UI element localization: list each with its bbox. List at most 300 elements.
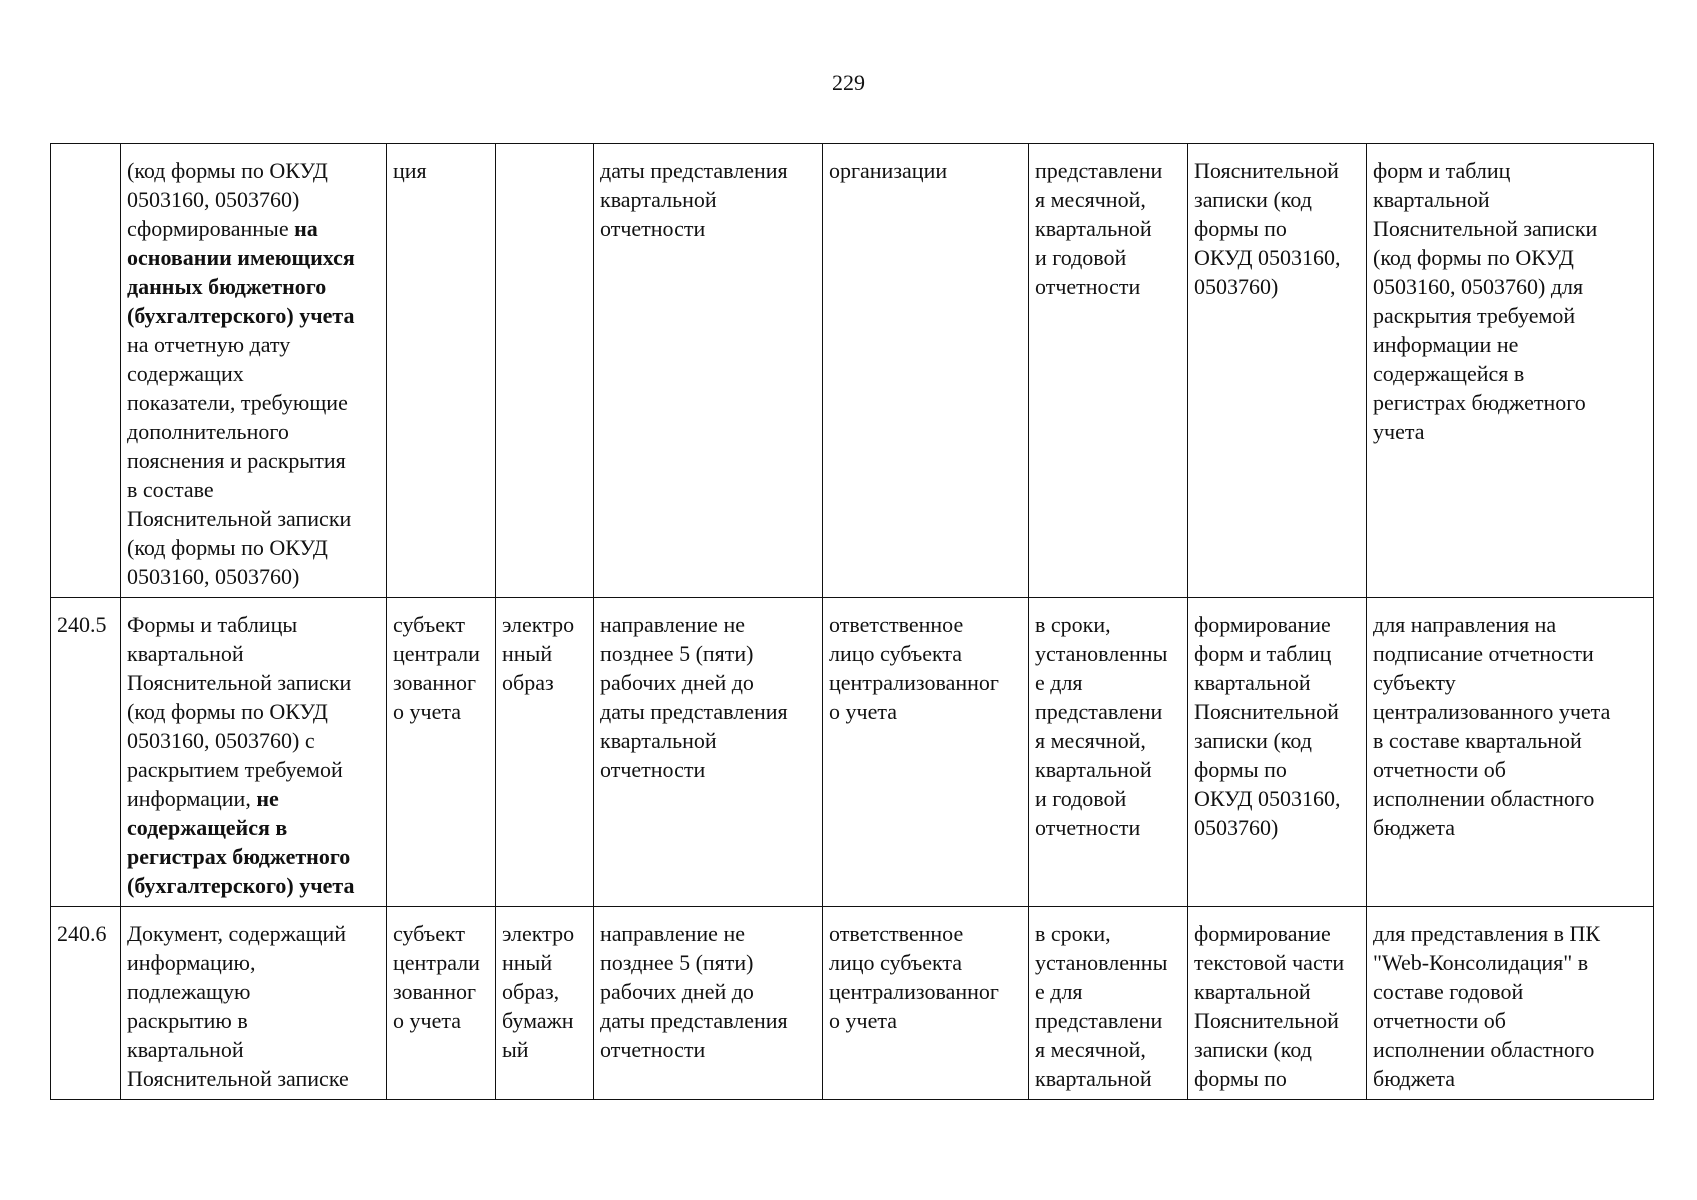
page-number: 229 bbox=[832, 70, 865, 95]
cell-line bbox=[1194, 185, 1362, 214]
cell-line bbox=[1035, 1006, 1183, 1035]
cell-line bbox=[127, 243, 382, 272]
text: о учета bbox=[829, 1008, 897, 1033]
cell-line bbox=[127, 697, 382, 726]
text: о учета bbox=[393, 1008, 461, 1033]
bold-text: содержащейся в bbox=[127, 815, 288, 840]
cell-line bbox=[127, 610, 382, 639]
table-row bbox=[51, 598, 1654, 907]
responsible-party-cell bbox=[387, 907, 496, 1100]
text: лицо субъекта bbox=[829, 950, 963, 975]
text: ответственное bbox=[829, 612, 964, 637]
cell-line bbox=[600, 214, 818, 243]
cell-line bbox=[1035, 784, 1183, 813]
cell-line bbox=[127, 301, 382, 330]
text: содержащейся в bbox=[1373, 361, 1525, 386]
cell-line bbox=[1194, 948, 1362, 977]
text: в сроки, bbox=[1035, 612, 1111, 637]
cell-line bbox=[127, 919, 382, 948]
cell-line bbox=[1194, 755, 1362, 784]
text: составе годовой bbox=[1373, 979, 1524, 1004]
deadline-cell bbox=[594, 598, 823, 907]
cell-line bbox=[1194, 1006, 1362, 1035]
format-cell bbox=[496, 598, 594, 907]
text: отчетности об bbox=[1373, 757, 1506, 782]
cell-line bbox=[1035, 1064, 1183, 1093]
cell-line bbox=[1035, 755, 1183, 784]
cell-line bbox=[829, 639, 1024, 668]
cell-line bbox=[600, 668, 818, 697]
cell-line bbox=[502, 977, 589, 1006]
period-cell bbox=[1029, 598, 1188, 907]
cell-line bbox=[829, 948, 1024, 977]
cell-line bbox=[600, 919, 818, 948]
text: 0503760) bbox=[1194, 274, 1279, 299]
text: представлени bbox=[1035, 1008, 1163, 1033]
text: направление не bbox=[600, 921, 745, 946]
text: раскрытия требуемой bbox=[1373, 303, 1576, 328]
cell-line bbox=[393, 919, 491, 948]
cell-line bbox=[600, 755, 818, 784]
text: формирование bbox=[1194, 612, 1331, 637]
cell-line bbox=[1035, 813, 1183, 842]
text: я месячной, bbox=[1035, 187, 1146, 212]
cell-line bbox=[1035, 726, 1183, 755]
text: подписание отчетности bbox=[1373, 641, 1594, 666]
bold-text: регистрах бюджетного bbox=[127, 844, 351, 869]
document-name-cell bbox=[121, 598, 387, 907]
text: о учета bbox=[393, 699, 461, 724]
text: образ, bbox=[502, 979, 560, 1004]
text: квартальной bbox=[1035, 757, 1152, 782]
cell-line bbox=[1373, 156, 1649, 185]
text: квартальной bbox=[1194, 979, 1311, 1004]
cell-line bbox=[1373, 755, 1649, 784]
cell-line bbox=[127, 562, 382, 591]
row-number: 240.5 bbox=[51, 598, 121, 907]
text: Пояснительной записке bbox=[127, 1066, 349, 1091]
text: (код формы по ОКУД bbox=[1373, 245, 1574, 270]
cell-line bbox=[127, 185, 382, 214]
text: я месячной, bbox=[1035, 1037, 1146, 1062]
cell-line bbox=[1373, 813, 1649, 842]
period-cell bbox=[1029, 144, 1188, 598]
row-number: 240.6 bbox=[51, 907, 121, 1100]
text: подлежащую bbox=[127, 979, 251, 1004]
cell-line bbox=[1035, 214, 1183, 243]
text: Пояснительной записки bbox=[1373, 216, 1598, 241]
text: (код формы по ОКУД bbox=[127, 535, 328, 560]
text: Пояснительной записки bbox=[127, 670, 352, 695]
text: раскрытию в bbox=[127, 1008, 248, 1033]
text: содержащих bbox=[127, 361, 244, 386]
cell-line bbox=[600, 1006, 818, 1035]
cell-line bbox=[1194, 919, 1362, 948]
cell-line bbox=[1373, 726, 1649, 755]
cell-line bbox=[1373, 359, 1649, 388]
cell-line bbox=[1373, 272, 1649, 301]
cell-line bbox=[600, 156, 818, 185]
text: 0503160, 0503760) bbox=[127, 564, 300, 589]
text: исполнении областного bbox=[1373, 786, 1595, 811]
text: (код формы по ОКУД bbox=[127, 158, 328, 183]
text: нный bbox=[502, 641, 553, 666]
text: ОКУД 0503160, bbox=[1194, 245, 1341, 270]
cell-line bbox=[127, 272, 382, 301]
text: представлени bbox=[1035, 699, 1163, 724]
text: образ bbox=[502, 670, 554, 695]
cell-line bbox=[829, 919, 1024, 948]
deadline-cell bbox=[594, 907, 823, 1100]
text: Формы и таблицы bbox=[127, 612, 298, 637]
cell-line bbox=[1194, 784, 1362, 813]
cell-line bbox=[393, 639, 491, 668]
text: рабочих дней до bbox=[600, 979, 754, 1004]
cell-line bbox=[600, 639, 818, 668]
cell-line bbox=[600, 726, 818, 755]
text: 0503760) bbox=[1194, 815, 1279, 840]
cell-line bbox=[127, 1006, 382, 1035]
text: ответственное bbox=[829, 921, 964, 946]
cell-line bbox=[127, 784, 382, 813]
text: и годовой bbox=[1035, 245, 1127, 270]
cell-line bbox=[127, 330, 382, 359]
text: исполнении областного bbox=[1373, 1037, 1595, 1062]
cell-line bbox=[1194, 697, 1362, 726]
responsible-party-cell bbox=[387, 144, 496, 598]
cell-line bbox=[1373, 948, 1649, 977]
text: организации bbox=[829, 158, 948, 183]
cell-line bbox=[127, 156, 382, 185]
text: ый bbox=[502, 1037, 529, 1062]
table-row bbox=[51, 907, 1654, 1100]
cell-line bbox=[1194, 639, 1362, 668]
text: бюджета bbox=[1373, 1066, 1456, 1091]
cell-line bbox=[127, 1035, 382, 1064]
text: Документ, содержащий bbox=[127, 921, 347, 946]
format-cell bbox=[496, 144, 594, 598]
cell-line bbox=[829, 977, 1024, 1006]
text: формы по bbox=[1194, 757, 1287, 782]
cell-line bbox=[1035, 243, 1183, 272]
deadline-cell bbox=[594, 144, 823, 598]
text: форм и таблиц bbox=[1373, 158, 1511, 183]
text: отчетности bbox=[600, 216, 706, 241]
text: и годовой bbox=[1035, 786, 1127, 811]
cell-line bbox=[1373, 697, 1649, 726]
cell-line bbox=[600, 697, 818, 726]
cell-line bbox=[393, 668, 491, 697]
text: бумажн bbox=[502, 1008, 574, 1033]
text: направление не bbox=[600, 612, 745, 637]
cell-line bbox=[1035, 272, 1183, 301]
text: Пояснительной записки bbox=[127, 506, 352, 531]
responsible-person-cell bbox=[823, 144, 1029, 598]
text: пояснения и раскрытия bbox=[127, 448, 346, 473]
table-row bbox=[51, 144, 1654, 598]
cell-line bbox=[393, 156, 491, 185]
document-name-cell bbox=[121, 907, 387, 1100]
cell-line bbox=[127, 417, 382, 446]
cell-line bbox=[1373, 185, 1649, 214]
text: в составе bbox=[127, 477, 214, 502]
text: субъекту bbox=[1373, 670, 1456, 695]
cell-line bbox=[1194, 610, 1362, 639]
cell-line bbox=[127, 813, 382, 842]
cell-line bbox=[1373, 417, 1649, 446]
text: (код формы по ОКУД bbox=[127, 699, 328, 724]
cell-line bbox=[127, 639, 382, 668]
cell-line bbox=[127, 948, 382, 977]
text: рабочих дней до bbox=[600, 670, 754, 695]
bold-text: на bbox=[294, 216, 318, 241]
cell-line bbox=[1194, 668, 1362, 697]
text: централи bbox=[393, 950, 480, 975]
cell-line bbox=[502, 1006, 589, 1035]
format-cell bbox=[496, 907, 594, 1100]
text: отчетности bbox=[600, 1037, 706, 1062]
text: субъект bbox=[393, 921, 465, 946]
text: квартальной bbox=[1194, 670, 1311, 695]
cell-line bbox=[1373, 919, 1649, 948]
text: Пояснительной bbox=[1194, 699, 1339, 724]
text: информации, bbox=[127, 786, 257, 811]
text: квартальной bbox=[600, 728, 717, 753]
cell-line bbox=[502, 948, 589, 977]
text: установленны bbox=[1035, 950, 1168, 975]
text: для направления на bbox=[1373, 612, 1557, 637]
text: даты представления bbox=[600, 158, 788, 183]
cell-line bbox=[393, 977, 491, 1006]
cell-line bbox=[1373, 668, 1649, 697]
cell-line bbox=[1035, 697, 1183, 726]
cell-line bbox=[1194, 977, 1362, 1006]
text: ция bbox=[393, 158, 427, 183]
cell-line bbox=[829, 1006, 1024, 1035]
cell-line bbox=[1373, 301, 1649, 330]
text: записки (код bbox=[1194, 1037, 1312, 1062]
text: субъект bbox=[393, 612, 465, 637]
responsible-person-cell bbox=[823, 907, 1029, 1100]
cell-line bbox=[127, 533, 382, 562]
text: Пояснительной bbox=[1194, 1008, 1339, 1033]
text: я месячной, bbox=[1035, 728, 1146, 753]
text: для представления в ПК bbox=[1373, 921, 1601, 946]
cell-line bbox=[1373, 784, 1649, 813]
purpose-cell bbox=[1367, 907, 1654, 1100]
cell-line bbox=[393, 610, 491, 639]
cell-line bbox=[502, 610, 589, 639]
text: регистрах бюджетного bbox=[1373, 390, 1586, 415]
cell-line bbox=[1194, 243, 1362, 272]
text: информации не bbox=[1373, 332, 1519, 357]
cell-line bbox=[1373, 330, 1649, 359]
text: зованног bbox=[393, 670, 476, 695]
document-table bbox=[50, 143, 1654, 1100]
bold-text: не bbox=[256, 786, 279, 811]
text: раскрытием требуемой bbox=[127, 757, 343, 782]
text: отчетности bbox=[600, 757, 706, 782]
cell-line bbox=[393, 697, 491, 726]
text: текстовой части bbox=[1194, 950, 1345, 975]
cell-line bbox=[127, 446, 382, 475]
cell-line bbox=[127, 977, 382, 1006]
cell-line bbox=[502, 1035, 589, 1064]
text: отчетности bbox=[1035, 815, 1141, 840]
cell-line bbox=[1194, 214, 1362, 243]
cell-line bbox=[600, 610, 818, 639]
cell-line bbox=[1194, 1035, 1362, 1064]
text: формирование bbox=[1194, 921, 1331, 946]
text: сформированные bbox=[127, 216, 295, 241]
text: лицо субъекта bbox=[829, 641, 963, 666]
cell-line bbox=[393, 1006, 491, 1035]
cell-line bbox=[829, 610, 1024, 639]
cell-line bbox=[1035, 185, 1183, 214]
text: ОКУД 0503160, bbox=[1194, 786, 1341, 811]
cell-line bbox=[127, 475, 382, 504]
cell-line bbox=[1373, 639, 1649, 668]
cell-line bbox=[1194, 272, 1362, 301]
text: электро bbox=[502, 921, 575, 946]
cell-line bbox=[1373, 214, 1649, 243]
cell-line bbox=[127, 214, 382, 243]
text: централизованног bbox=[829, 670, 999, 695]
bold-text: данных бюджетного bbox=[127, 274, 327, 299]
cell-line bbox=[1373, 977, 1649, 1006]
text: даты представления bbox=[600, 699, 788, 724]
text: квартальной bbox=[127, 641, 244, 666]
text: записки (код bbox=[1194, 187, 1312, 212]
cell-line bbox=[502, 919, 589, 948]
text: 0503160, 0503760) bbox=[127, 187, 300, 212]
text: учета bbox=[1373, 419, 1425, 444]
text: зованног bbox=[393, 979, 476, 1004]
text: даты представления bbox=[600, 1008, 788, 1033]
text: "Web-Консолидация" в bbox=[1373, 950, 1589, 975]
cell-line bbox=[127, 388, 382, 417]
text: 0503160, 0503760) для bbox=[1373, 274, 1584, 299]
purpose-cell bbox=[1367, 144, 1654, 598]
responsible-person-cell bbox=[823, 598, 1029, 907]
text: е для bbox=[1035, 670, 1083, 695]
row-number bbox=[51, 144, 121, 598]
cell-line bbox=[127, 504, 382, 533]
cell-line bbox=[127, 668, 382, 697]
text: позднее 5 (пяти) bbox=[600, 641, 754, 666]
cell-line bbox=[1035, 919, 1183, 948]
cell-line bbox=[600, 185, 818, 214]
text: показатели, требующие bbox=[127, 390, 348, 415]
cell-line bbox=[1194, 156, 1362, 185]
cell-line bbox=[1035, 156, 1183, 185]
text: о учета bbox=[829, 699, 897, 724]
text: информацию, bbox=[127, 950, 256, 975]
text: записки (код bbox=[1194, 728, 1312, 753]
action-cell bbox=[1188, 144, 1367, 598]
cell-line bbox=[1035, 639, 1183, 668]
text: квартальной bbox=[1373, 187, 1490, 212]
text: квартальной bbox=[1035, 216, 1152, 241]
cell-line bbox=[1373, 1006, 1649, 1035]
purpose-cell bbox=[1367, 598, 1654, 907]
text: электро bbox=[502, 612, 575, 637]
cell-line bbox=[127, 755, 382, 784]
text: квартальной bbox=[1035, 1066, 1152, 1091]
text: 0503160, 0503760) с bbox=[127, 728, 315, 753]
text: централи bbox=[393, 641, 480, 666]
cell-line bbox=[502, 639, 589, 668]
text: в сроки, bbox=[1035, 921, 1111, 946]
cell-line bbox=[127, 1064, 382, 1093]
text: нный bbox=[502, 950, 553, 975]
text: квартальной bbox=[600, 187, 717, 212]
cell-line bbox=[1373, 243, 1649, 272]
cell-line bbox=[829, 697, 1024, 726]
cell-line bbox=[1373, 1035, 1649, 1064]
text: бюджета bbox=[1373, 815, 1456, 840]
text: централизованног bbox=[829, 979, 999, 1004]
bold-text: основании имеющихся bbox=[127, 245, 355, 270]
bold-text: (бухгалтерского) учета bbox=[127, 873, 355, 898]
bold-text: (бухгалтерского) учета bbox=[127, 303, 355, 328]
text: на отчетную дату bbox=[127, 332, 291, 357]
text: форм и таблиц bbox=[1194, 641, 1332, 666]
text: отчетности bbox=[1035, 274, 1141, 299]
text: формы по bbox=[1194, 1066, 1287, 1091]
cell-line bbox=[127, 359, 382, 388]
cell-line bbox=[1035, 948, 1183, 977]
cell-line bbox=[502, 668, 589, 697]
cell-line bbox=[1373, 388, 1649, 417]
cell-line bbox=[1035, 1035, 1183, 1064]
cell-line bbox=[829, 156, 1024, 185]
text: отчетности об bbox=[1373, 1008, 1506, 1033]
text: в составе квартальной bbox=[1373, 728, 1582, 753]
text: представлени bbox=[1035, 158, 1163, 183]
cell-line bbox=[127, 842, 382, 871]
action-cell bbox=[1188, 598, 1367, 907]
cell-line bbox=[127, 871, 382, 900]
cell-line bbox=[829, 668, 1024, 697]
document-name-cell bbox=[121, 144, 387, 598]
text: позднее 5 (пяти) bbox=[600, 950, 754, 975]
cell-line bbox=[1194, 813, 1362, 842]
text: квартальной bbox=[127, 1037, 244, 1062]
cell-line bbox=[393, 948, 491, 977]
text: дополнительного bbox=[127, 419, 289, 444]
action-cell bbox=[1188, 907, 1367, 1100]
cell-line bbox=[1373, 1064, 1649, 1093]
text: установленны bbox=[1035, 641, 1168, 666]
text: Пояснительной bbox=[1194, 158, 1339, 183]
cell-line bbox=[600, 948, 818, 977]
cell-line bbox=[1373, 610, 1649, 639]
cell-line bbox=[1035, 610, 1183, 639]
cell-line bbox=[600, 1035, 818, 1064]
cell-line bbox=[600, 977, 818, 1006]
cell-line bbox=[1194, 1064, 1362, 1093]
cell-line bbox=[1194, 726, 1362, 755]
responsible-party-cell bbox=[387, 598, 496, 907]
cell-line bbox=[127, 726, 382, 755]
cell-line bbox=[1035, 668, 1183, 697]
text: централизованного учета bbox=[1373, 699, 1611, 724]
cell-line bbox=[1035, 977, 1183, 1006]
text: формы по bbox=[1194, 216, 1287, 241]
text: е для bbox=[1035, 979, 1083, 1004]
period-cell bbox=[1029, 907, 1188, 1100]
